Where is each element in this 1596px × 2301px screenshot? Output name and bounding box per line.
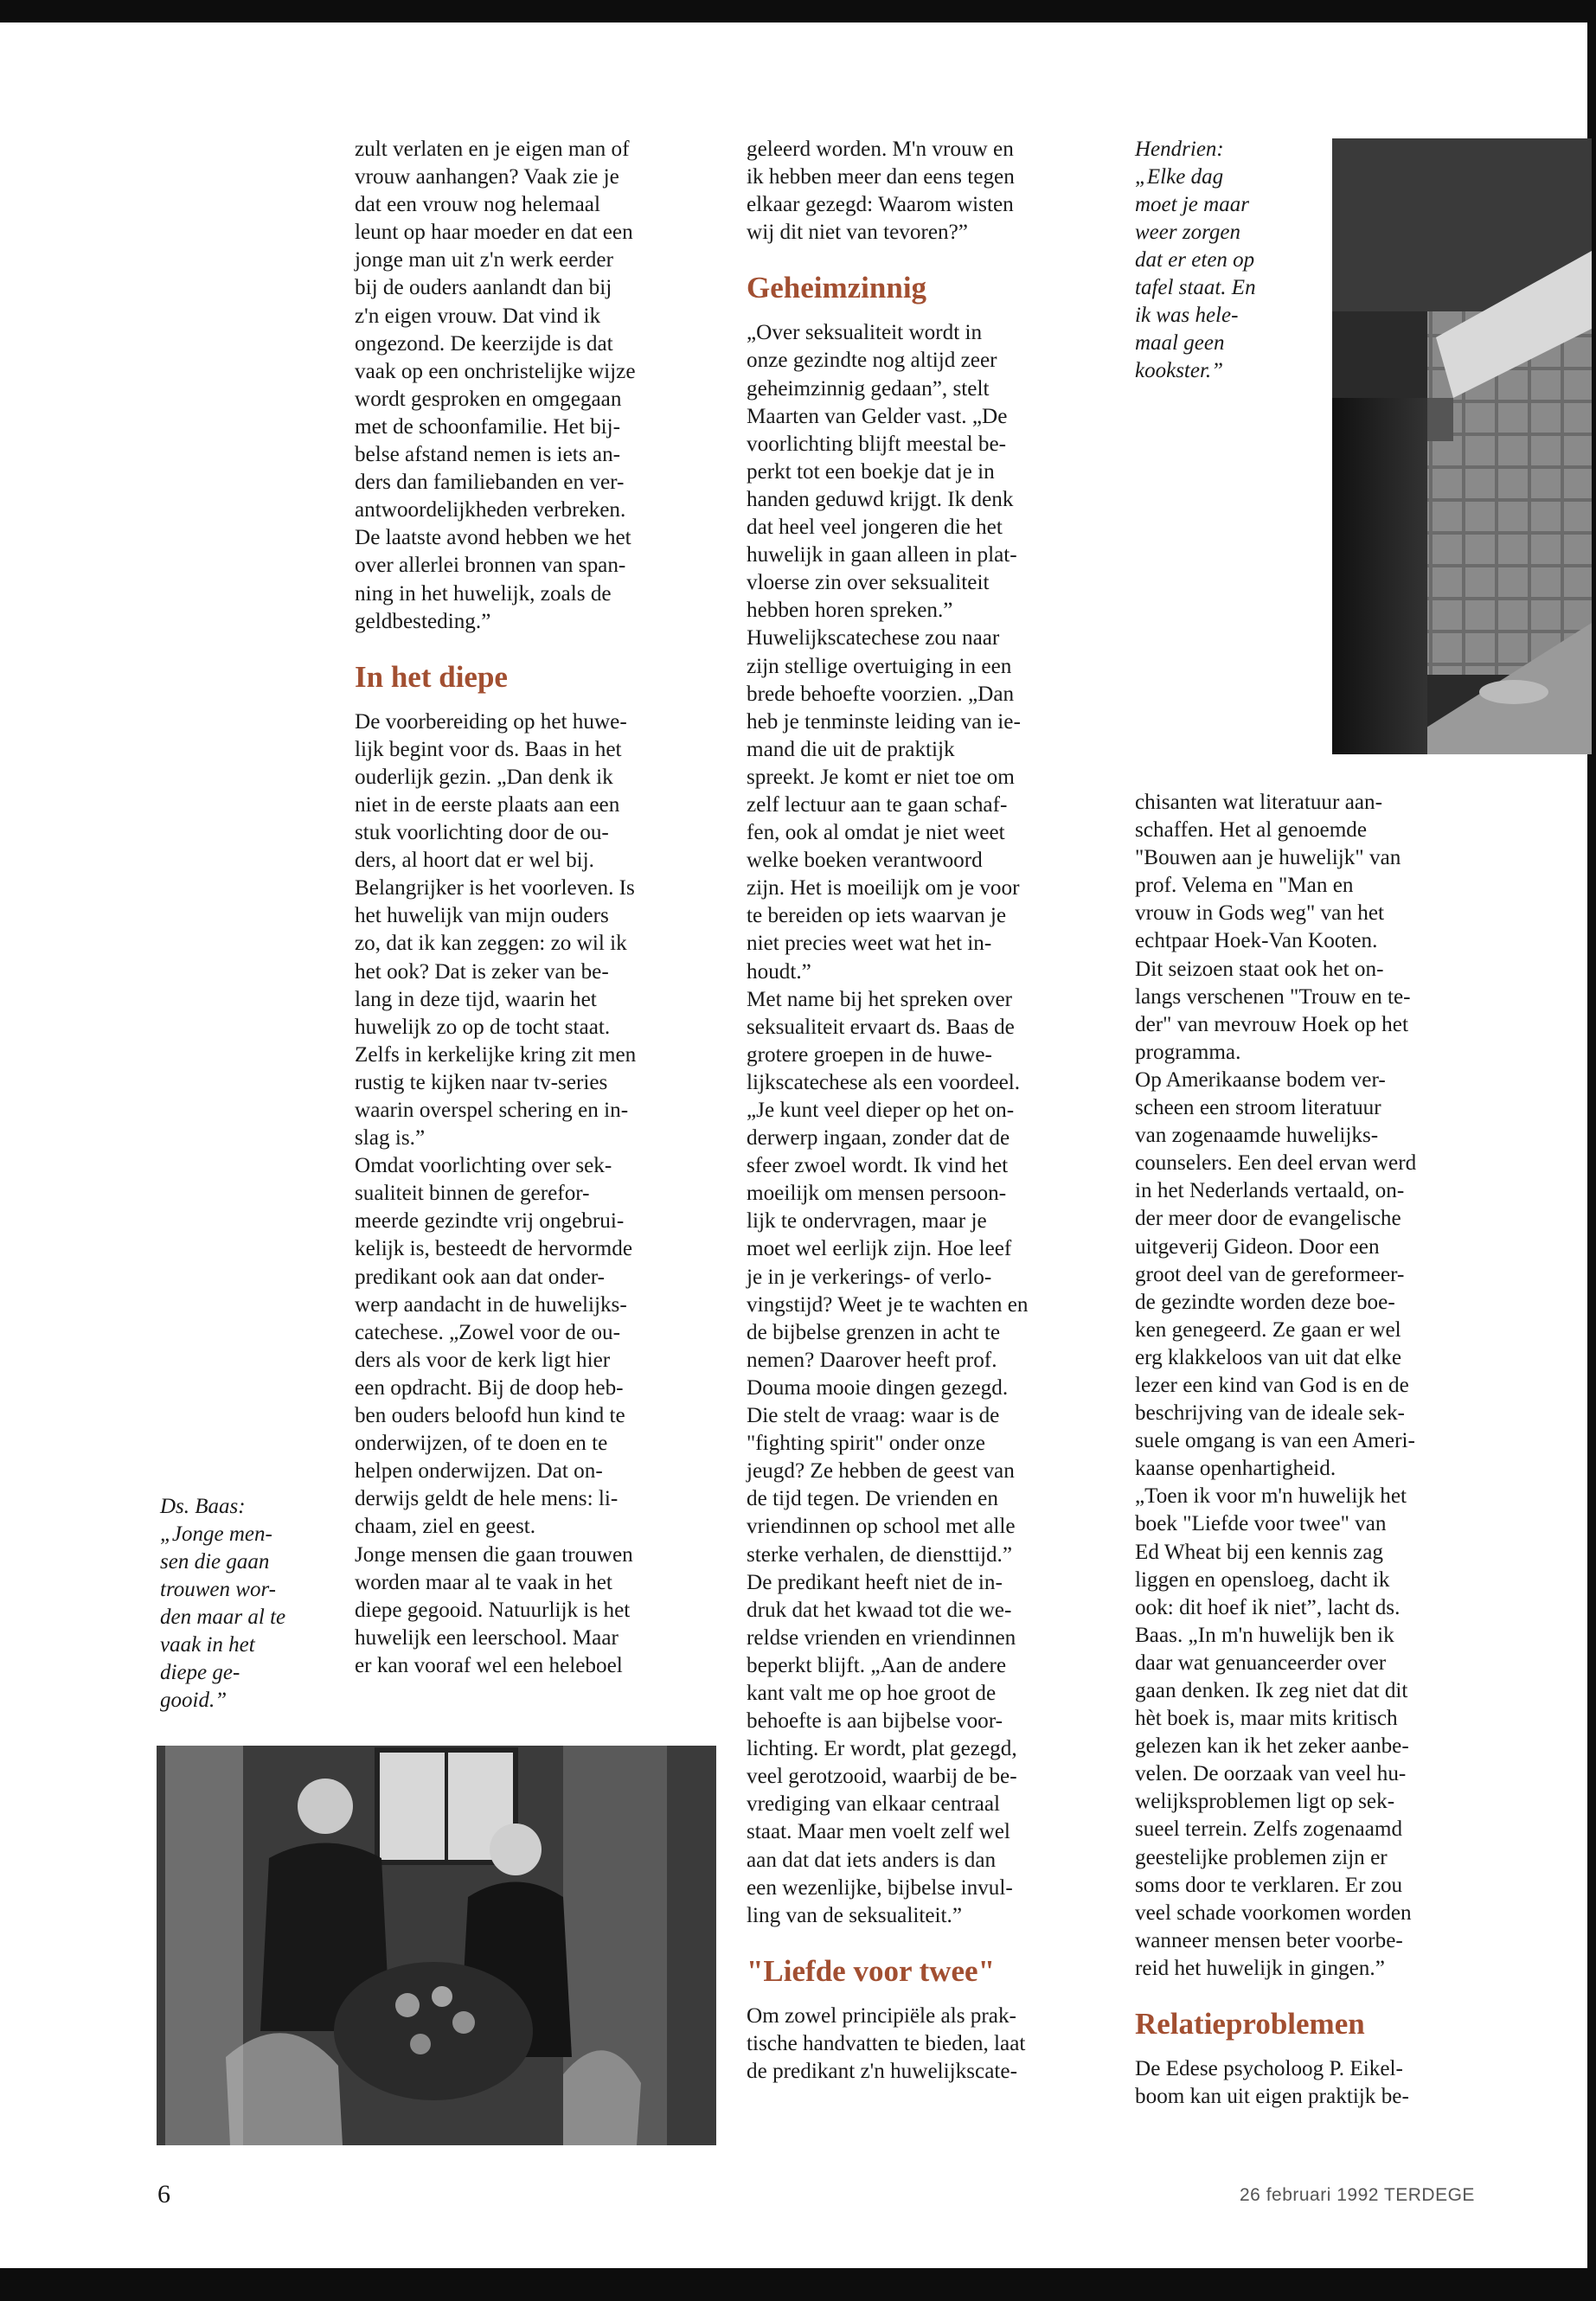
text-line: niet precies weet wat het in- [747,932,992,956]
text-line: huwelijk in gaan alleen in plat- [747,543,1017,567]
text-line: liggen en opensloeg, dacht ik [1135,1567,1390,1592]
column-2 [747,136,1110,2086]
paragraph [747,319,1110,625]
text-line: uitgeverij Gideon. Door een [1135,1234,1380,1259]
subheading-geheimzinnig: Geheimzinnig [747,271,927,305]
people-photo [157,1746,716,2145]
text-line: houdt.” [747,959,811,984]
column-3 [1135,789,1490,2111]
text-line: geheimzinnig gedaan”, stelt [747,376,990,401]
text-line: zult verlaten en je eigen man of [355,138,630,161]
text-line: chaam, ziel en geest. [355,1515,536,1539]
text-line: geldbesteding.” [355,609,491,633]
text-line: vaak op een onchristelijke wijze [355,359,636,383]
text-line: ongezond. De keerzijde is dat [355,331,613,356]
text-line: wij dit niet van tevoren?” [747,221,968,245]
text-line: daar wat genuanceerder over [1135,1650,1387,1675]
text-line: groot deel van de gereformeer- [1135,1262,1405,1286]
text-line: Zelfs in kerkelijke kring zit men [355,1042,637,1067]
text-line: geleerd worden. M'n vrouw en [747,138,1014,161]
text-line: spreekt. Je komt er niet toe om [747,765,1015,789]
text-line: moet wel eerlijk zijn. Hoe leef [747,1237,1012,1261]
text-line: sueel terrein. Zelfs zogenaamd [1135,1817,1403,1842]
caption-hendrien [1135,136,1334,385]
text-line: ders dan familiebanden en ver- [355,471,625,495]
text-line: ouderlijk gezin. „Dan denk ik [355,765,613,789]
text-line: vrouw in Gods weg" van het [1135,901,1384,926]
text-line: sualiteit binnen de gerefor- [355,1182,590,1206]
paragraph [1135,2055,1490,2111]
text-line: dat er eten op [1135,248,1255,272]
people-photo-image [157,1746,716,2145]
text-line: hebben horen spreken.” [747,599,953,623]
text-line: de tijd tegen. De vrienden en [747,1487,998,1511]
text-line: ders, al hoort dat er wel bij. [355,849,594,873]
text-line: Die stelt de vraag: waar is de [747,1404,1000,1428]
text-line: stuk voorlichting door de ou- [355,821,609,845]
text-line: z'n eigen vrouw. Dat vind ik [355,304,601,328]
text-line: Ed Wheat bij een kennis zag [1135,1540,1383,1564]
text-line: ling van de seksualiteit.” [747,1903,963,1927]
text-line: lijk begint voor ds. Baas in het [355,737,622,761]
subheading-in-het-diepe: In het diepe [355,659,508,694]
paragraph [355,1541,718,1680]
text-line: vingstijd? Weet je te wachten en [747,1292,1029,1317]
text-line: lang in deze tijd, waarin het [355,987,597,1011]
text-line: jeugd? Ze hebben de geest van [747,1459,1015,1484]
scan-border-top [0,0,1596,22]
text-line: tafel staat. En [1135,276,1256,299]
text-line: leunt op haar moeder en dat een [355,221,633,245]
text-line: mand die uit de praktijk [747,737,955,761]
kitchen-photo-image [1332,138,1592,754]
paragraph [747,986,1110,1569]
text-line: weer zorgen [1135,221,1240,244]
text-line: waarin overspel schering en in- [355,1099,629,1122]
text-line: met de schoonfamilie. Het bij- [355,414,621,439]
text-line: er kan vooraf wel een heleboel [355,1653,623,1677]
text-line: sfeer zwoel wordt. Ik vind het [747,1154,1009,1178]
text-line: gooid.” [160,1689,228,1712]
paragraph [747,625,1110,985]
text-line: kookster.” [1135,359,1224,382]
text-line: belse afstand nemen is iets an- [355,443,621,467]
text-line: zijn stellige overtuiging in een [747,654,1012,678]
text-line: boom kan uit eigen praktijk be- [1135,2085,1409,2109]
text-line: lichting. Er wordt, plat gezegd, [747,1737,1017,1761]
text-line: echtpaar Hoek-Van Kooten. [1135,929,1378,953]
text-line: antwoordelijkheden verbreken. [355,498,626,522]
text-line: Jonge mensen die gaan trouwen [355,1542,633,1567]
text-line: predikant ook aan dat onder- [355,1265,606,1289]
text-line: brede behoefte voorzien. „Dan [747,682,1015,706]
text-line: Hendrien: [1135,138,1224,161]
text-line: zo, dat ik kan zeggen: zo wil ik [355,932,627,956]
text-line: velen. De oorzaak van veel hu- [1135,1762,1407,1786]
text-line: elkaar gezegd: Waarom wisten [747,193,1014,217]
text-line: vaak in het [160,1633,255,1657]
kitchen-photo [1332,138,1592,754]
text-line: bij de ouders aanlandt dan bij [355,276,612,300]
text-line: seksualiteit ervaart ds. Baas de [747,1015,1015,1039]
text-line: langs verschenen "Trouw en te- [1135,984,1411,1009]
text-line: beperkt blijft. „Aan de andere [747,1653,1007,1677]
text-line: moet je maar [1135,193,1249,216]
scan-border-bottom [0,2268,1596,2301]
text-line: programma. [1135,1040,1241,1064]
text-line: Belangrijker is het voorleven. Is [355,876,635,901]
text-line: de bijbelse grenzen in acht te [747,1320,1001,1344]
text-line: maal geen [1135,331,1225,355]
text-line: Douma mooie dingen gezegd. [747,1375,1009,1400]
text-line: reid het huwelijk in gingen.” [1135,1956,1385,1980]
text-line: de predikant z'n huwelijkscate- [747,2060,1017,2083]
paragraph [1135,789,1490,1067]
text-line: jonge man uit z'n werk eerder [355,248,613,272]
paragraph [747,2003,1110,2086]
text-line: wanneer mensen beter voorbe- [1135,1928,1403,1952]
text-line: schaffen. Het al genoemde [1135,818,1368,843]
text-line: sen die gaan [160,1550,270,1574]
text-line: suele omgang is van een Ameri- [1135,1429,1415,1453]
text-line: niet in de eerste plaats aan een [355,792,620,817]
text-line: werp aandacht in de huwelijks- [355,1292,627,1317]
paragraph [355,708,718,1153]
text-line: Op Amerikaanse bodem ver- [1135,1067,1386,1092]
paragraph [1135,1483,1490,1983]
text-line: geestelijke problemen zijn er [1135,1845,1388,1869]
caption-ds-baas [160,1493,333,1715]
text-line: Huwelijkscatechese zou naar [747,626,1000,651]
text-line: zijn. Het is moeilijk om je voor [747,876,1020,901]
text-line: sterke verhalen, de diensttijd.” [747,1542,1013,1567]
text-line: vrediging van elkaar centraal [747,1792,1001,1817]
text-line: veel schade voorkomen worden [1135,1900,1412,1925]
text-line: der" van mevrouw Hoek op het [1135,1012,1408,1036]
text-line: chisanten wat literatuur aan- [1135,791,1383,814]
text-line: ben ouders beloofd hun kind te [355,1404,625,1428]
text-line: te bereiden op iets waarvan je [747,904,1007,928]
text-line: „Over seksualiteit wordt in [747,321,983,345]
text-line: zelf lectuur aan te gaan schaf- [747,792,1008,817]
text-line: catechese. „Zowel voor de ou- [355,1320,620,1344]
text-line: hèt boek is, maar mits kritisch [1135,1707,1398,1731]
text-line: kelijk is, besteedt de hervormde [355,1237,633,1261]
text-line: huwelijk zo op de tocht staat. [355,1015,611,1039]
text-line: grotere groepen in de huwe- [747,1042,992,1067]
text-line: derwijs geldt de hele mens: li- [355,1487,619,1511]
text-line: vriendinnen op school met alle [747,1515,1016,1539]
paragraph [747,1569,1110,1930]
text-line: derwerp ingaan, zonder dat de [747,1126,1010,1150]
text-line: scheen een stroom literatuur [1135,1096,1381,1120]
text-line: den maar al te [160,1606,286,1629]
text-line: erg klakkeloos van uit dat elke [1135,1345,1401,1369]
text-line: perkt tot een boekje dat je in [747,459,995,484]
text-line: druk dat het kwaad tot die we- [747,1598,1012,1622]
text-line: lijkscatechese als een voordeel. [747,1070,1021,1094]
text-line: De voorbereiding op het huwe- [355,709,627,734]
text-line: lijk te ondervragen, maar je [747,1209,987,1234]
text-line: onze gezindte nog altijd zeer [747,349,997,373]
text-line: een wezenlijke, bijbelse invul- [747,1875,1013,1900]
text-line: De Edese psycholoog P. Eikel- [1135,2057,1403,2081]
text-line: gelezen kan ik het zeker aanbe- [1135,1734,1409,1759]
text-line: onderwijzen, of te doen en te [355,1432,608,1456]
text-line: behoefte is aan bijbelse voor- [747,1709,1003,1734]
text-line: slag is.” [355,1126,426,1150]
text-line: boek "Liefde voor twee" van [1135,1512,1387,1536]
text-line: vloerse zin over seksualiteit [747,571,990,595]
text-line: een opdracht. Bij de doop heb- [355,1375,624,1400]
text-line: nemen? Daarover heeft prof. [747,1348,997,1372]
text-line: aan dat dat iets anders is dan [747,1848,997,1872]
text-line: Ds. Baas: [160,1495,246,1518]
text-line: ken genegeerd. Ze gaan er wel [1135,1317,1401,1342]
text-line: welijksproblemen ligt op sek- [1135,1790,1395,1814]
paragraph [747,136,1110,247]
text-line: van zogenaamde huwelijks- [1135,1124,1379,1148]
text-line: beschrijving van de ideale sek- [1135,1401,1405,1426]
text-line: lezer een kind van God is en de [1135,1373,1409,1397]
text-line: Baas. „In m'n huwelijk ben ik [1135,1623,1394,1647]
text-line: der meer door de evangelische [1135,1207,1401,1231]
subheading-relatieproblemen: Relatieproblemen [1135,2007,1365,2041]
text-line: „Je kunt veel dieper op het on- [747,1099,1015,1122]
text-line: ik was hele- [1135,304,1239,327]
text-line: "fighting spirit" onder onze [747,1432,985,1456]
text-line: reldse vrienden en vriendinnen [747,1625,1016,1650]
text-line: huwelijk een leerschool. Maar [355,1625,619,1650]
text-line: dat een vrouw nog helemaal [355,193,600,217]
text-line: diepe gegooid. Natuurlijk is het [355,1598,631,1622]
text-line: je in je verkerings- of verlo- [747,1265,992,1289]
text-line: worden maar al te vaak in het [355,1570,612,1594]
paragraph [355,136,718,636]
text-line: „Elke dag [1135,165,1224,189]
page-number: 6 [157,2180,170,2208]
text-line: trouwen wor- [160,1578,276,1601]
text-line: welke boeken verantwoord [747,849,983,873]
text-line: ders als voor de kerk ligt hier [355,1348,611,1372]
text-line: ning in het huwelijk, zoals de [355,581,612,606]
text-line: ook: dit hoef ik niet”, lacht ds. [1135,1595,1401,1619]
text-line: voorlichting blijft meestal be- [747,432,1007,456]
footer-issue-date: 26 februari 1992 TERDEGE [1240,2185,1475,2205]
text-line: dat heel veel jongeren die het [747,516,1003,540]
text-line: De laatste avond hebben we het [355,526,631,550]
paragraph [1135,1067,1490,1483]
text-line: „Jonge men- [160,1522,272,1546]
text-line: veel gerotzooid, waarbij de be- [747,1765,1017,1789]
text-line: gaan denken. Ik zeg niet dat dit [1135,1679,1408,1702]
column-1 [355,136,718,1680]
text-line: Omdat voorlichting over sek- [355,1154,612,1178]
text-line: meerde gezindte vrij ongebrui- [355,1209,625,1234]
subheading-liefde-voor-twee: "Liefde voor twee" [747,1953,996,1988]
text-line: Dit seizoen staat ook het on- [1135,957,1384,981]
text-line: "Bouwen aan je huwelijk" van [1135,846,1401,870]
text-line: prof. Velema en "Man en [1135,874,1354,898]
text-line: heb je tenminste leiding van ie- [747,709,1021,734]
text-line: fen, ook al omdat je niet weet [747,821,1005,845]
text-line: soms door te verklaren. Er zou [1135,1873,1403,1897]
text-line: moeilijk om mensen persoon- [747,1182,1007,1206]
text-line: het ook? Dat is zeker van be- [355,959,609,984]
text-line: wordt gesproken en omgegaan [355,387,622,411]
text-line: in het Nederlands vertaald, on- [1135,1179,1405,1203]
text-line: Met name bij het spreken over [747,987,1013,1011]
text-line: tische handvatten te bieden, laat [747,2031,1026,2055]
text-line: ik hebben meer dan eens tegen [747,165,1015,189]
text-line: over allerlei bronnen van span- [355,554,626,578]
text-line: De predikant heeft niet de in- [747,1570,1003,1594]
text-line: counselers. Een deel ervan werd [1135,1151,1417,1176]
text-line: staat. Maar men voelt zelf wel [747,1820,1010,1844]
text-line: handen geduwd krijgt. Ik denk [747,487,1014,511]
text-line: „Toen ik voor m'n huwelijk het [1135,1484,1407,1509]
text-line: rustig te kijken naar tv-series [355,1070,608,1094]
text-line: Maarten van Gelder vast. „De [747,404,1008,428]
text-line: de gezindte worden deze boe- [1135,1290,1395,1314]
text-line: het huwelijk van mijn ouders [355,904,609,928]
paragraph [355,1152,718,1541]
text-line: Om zowel principiële als prak- [747,2003,1016,2028]
text-line: kant valt me op hoe groot de [747,1681,997,1705]
text-line: helpen onderwijzen. Dat on- [355,1459,603,1484]
text-line: vrouw aanhangen? Vaak zie je [355,165,619,189]
text-line: diepe ge- [160,1661,240,1684]
text-line: kaanse openhartigheid. [1135,1457,1336,1481]
